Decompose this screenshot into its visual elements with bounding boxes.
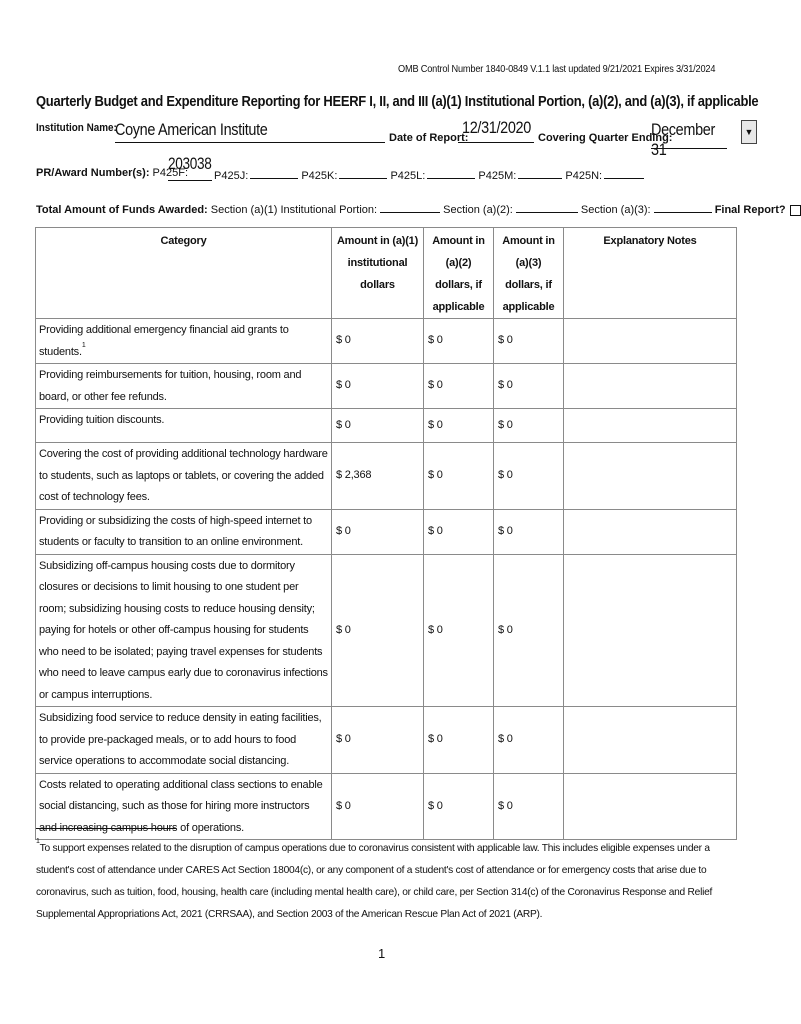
expenditure-table <box>35 227 737 840</box>
p425f-label: P425F: <box>152 167 189 179</box>
a1-cell[interactable]: $ 0 <box>332 554 424 707</box>
p425f-value: 203038 <box>168 154 212 173</box>
a1-cell[interactable]: $ 2,368 <box>332 443 424 510</box>
date-label: Date of Report: <box>389 132 469 144</box>
header-notes: Explanatory Notes <box>564 228 737 319</box>
award-row <box>36 167 188 179</box>
notes-cell[interactable] <box>564 509 737 554</box>
a2-cell[interactable]: $ 0 <box>424 554 494 707</box>
table-row <box>36 707 737 774</box>
p425m-field[interactable] <box>518 167 562 179</box>
a3-cell[interactable]: $ 0 <box>494 509 564 554</box>
a3-cell[interactable]: $ 0 <box>494 773 564 840</box>
table-row <box>36 443 737 510</box>
total-funds-label: Total Amount of Funds Awarded: <box>36 204 208 216</box>
category-cell: Providing reimbursements for tuition, housing, room and board, or other fee refunds. <box>36 364 332 409</box>
p425n-label: P425N: <box>565 170 603 182</box>
section-a3-label: Section (a)(3): <box>580 204 651 216</box>
notes-cell[interactable] <box>564 773 737 840</box>
category-cell <box>36 319 332 364</box>
table-row <box>36 773 737 840</box>
header-a2: Amount in (a)(2) dollars, if applicable <box>424 228 494 319</box>
page-number: 1 <box>378 946 386 961</box>
quarter-dropdown-button[interactable] <box>741 120 757 144</box>
a2-cell[interactable]: $ 0 <box>424 319 494 364</box>
a2-cell[interactable]: $ 0 <box>424 443 494 510</box>
section-a2-label: Section (a)(2): <box>443 204 513 216</box>
institution-label: Institution Name: <box>36 122 117 134</box>
date-field[interactable] <box>458 118 534 143</box>
quarter-value: December 31 <box>651 120 715 159</box>
section-a1-label: Section (a)(1) Institutional Portion: <box>210 204 378 216</box>
a3-cell[interactable]: $ 0 <box>494 409 564 443</box>
a2-cell[interactable]: $ 0 <box>424 773 494 840</box>
table-row <box>36 319 737 364</box>
quarter-label: Covering Quarter Ending: <box>538 132 673 144</box>
a3-cell[interactable]: $ 0 <box>494 443 564 510</box>
p425f-field[interactable] <box>168 154 212 181</box>
p425n-field[interactable] <box>604 167 644 179</box>
a1-cell[interactable]: $ 0 <box>332 509 424 554</box>
institution-value: Coyne American Institute <box>115 120 268 139</box>
a3-cell[interactable]: $ 0 <box>494 319 564 364</box>
institution-row <box>36 122 126 134</box>
p425m-label: P425M: <box>478 170 517 182</box>
category-cell: Providing tuition discounts. <box>36 409 332 443</box>
a2-cell[interactable]: $ 0 <box>424 509 494 554</box>
p425k-field[interactable] <box>339 167 387 179</box>
notes-cell[interactable] <box>564 364 737 409</box>
footnote-divider <box>36 828 176 829</box>
p425l-field[interactable] <box>427 167 475 179</box>
omb-control-line: OMB Control Number 1840-0849 V.1.1 last updated 9/21/2021 Expires 3/31/2024 <box>398 64 716 75</box>
a3-cell[interactable]: $ 0 <box>494 554 564 707</box>
category-cell: Subsidizing food service to reduce density in eating facilities, to provide pre-packaged meals, or to add hours to food service operations to accommodate social distancing. <box>36 707 332 774</box>
table-header-row <box>36 228 737 319</box>
a1-cell[interactable]: $ 0 <box>332 707 424 774</box>
a2-cell[interactable]: $ 0 <box>424 364 494 409</box>
notes-cell[interactable] <box>564 443 737 510</box>
caret-down-icon: ▼ <box>744 127 754 137</box>
header-a3: Amount in (a)(3) dollars, if applicable <box>494 228 564 319</box>
quarter-field[interactable] <box>651 120 727 159</box>
section-a2-field[interactable] <box>516 201 578 213</box>
table-row <box>36 554 737 707</box>
a1-cell[interactable]: $ 0 <box>332 364 424 409</box>
footnote-ref: 1 <box>81 341 86 349</box>
category-cell: Subsidizing off-campus housing costs due to dormitory closures or decisions to limit housing to one student per room; subsidizing housing costs to reduce housing density; paying for hotels or other off-campus housing for students who need to be isolated; paying travel expenses for students who need to leave campus early due to coronavirus infections or campus interruptions. <box>36 554 332 707</box>
p425j-field[interactable] <box>250 167 298 179</box>
a1-cell[interactable]: $ 0 <box>332 409 424 443</box>
footnote <box>36 838 736 926</box>
table-row <box>36 509 737 554</box>
date-value: 12/31/2020 <box>462 118 531 137</box>
total-funds-row <box>36 201 801 216</box>
notes-cell[interactable] <box>564 707 737 774</box>
final-report-checkbox[interactable] <box>790 205 801 216</box>
a3-cell[interactable]: $ 0 <box>494 707 564 774</box>
category-cell: Covering the cost of providing additional technology hardware to students, such as laptops or tablets, or covering the added cost of technology fees. <box>36 443 332 510</box>
category-text: Providing additional emergency financial aid grants to students. <box>39 324 289 358</box>
form-title: Quarterly Budget and Expenditure Reporting for HEERF I, II, and III (a)(1) Institutional Portion, (a)(2), and (a)(3), if applicable <box>36 94 759 110</box>
category-cell: Providing or subsidizing the costs of high-speed internet to students or faculty to transition to an online environment. <box>36 509 332 554</box>
a2-cell[interactable]: $ 0 <box>424 707 494 774</box>
section-a1-field[interactable] <box>380 201 440 213</box>
category-cell: Costs related to operating additional class sections to enable social distancing, such as those for hiring more instructors and increasing campus hours of operations. <box>36 773 332 840</box>
a2-cell[interactable]: $ 0 <box>424 409 494 443</box>
footnote-text: To support expenses related to the disruption of campus operations due to coronavirus consistent with applicable law. This includes eligible expenses under a student's cost of attendance under CARES Act Section 18004(c), or any component of a student's cost of attendance or for emergency costs that arise due to coronavirus, such as tuition, food, housing, health care (including mental health care), or child care, per Section 314(c) of the Coronavirus Response and Relief Supplemental Appropriations Act, 2021 (CRRSAA), and Section 2003 of the American Rescue Plan Act of 2021 (ARP). <box>36 843 713 920</box>
notes-cell[interactable] <box>564 319 737 364</box>
p425j-label: P425J: <box>214 170 249 182</box>
a3-cell[interactable]: $ 0 <box>494 364 564 409</box>
notes-cell[interactable] <box>564 409 737 443</box>
footnote-marker: 1 <box>36 838 40 845</box>
award-label: PR/Award Number(s): <box>36 167 150 179</box>
final-report-label: Final Report? <box>714 204 786 216</box>
p425k-label: P425K: <box>301 170 338 182</box>
a1-cell[interactable]: $ 0 <box>332 319 424 364</box>
institution-field[interactable] <box>115 120 385 143</box>
header-category: Category <box>36 228 332 319</box>
notes-cell[interactable] <box>564 554 737 707</box>
award-more-row <box>214 167 644 182</box>
section-a3-field[interactable] <box>654 201 712 213</box>
a1-cell[interactable]: $ 0 <box>332 773 424 840</box>
table-row <box>36 409 737 443</box>
table-row <box>36 364 737 409</box>
p425l-label: P425L: <box>390 170 426 182</box>
header-a1: Amount in (a)(1) institutional dollars <box>332 228 424 319</box>
